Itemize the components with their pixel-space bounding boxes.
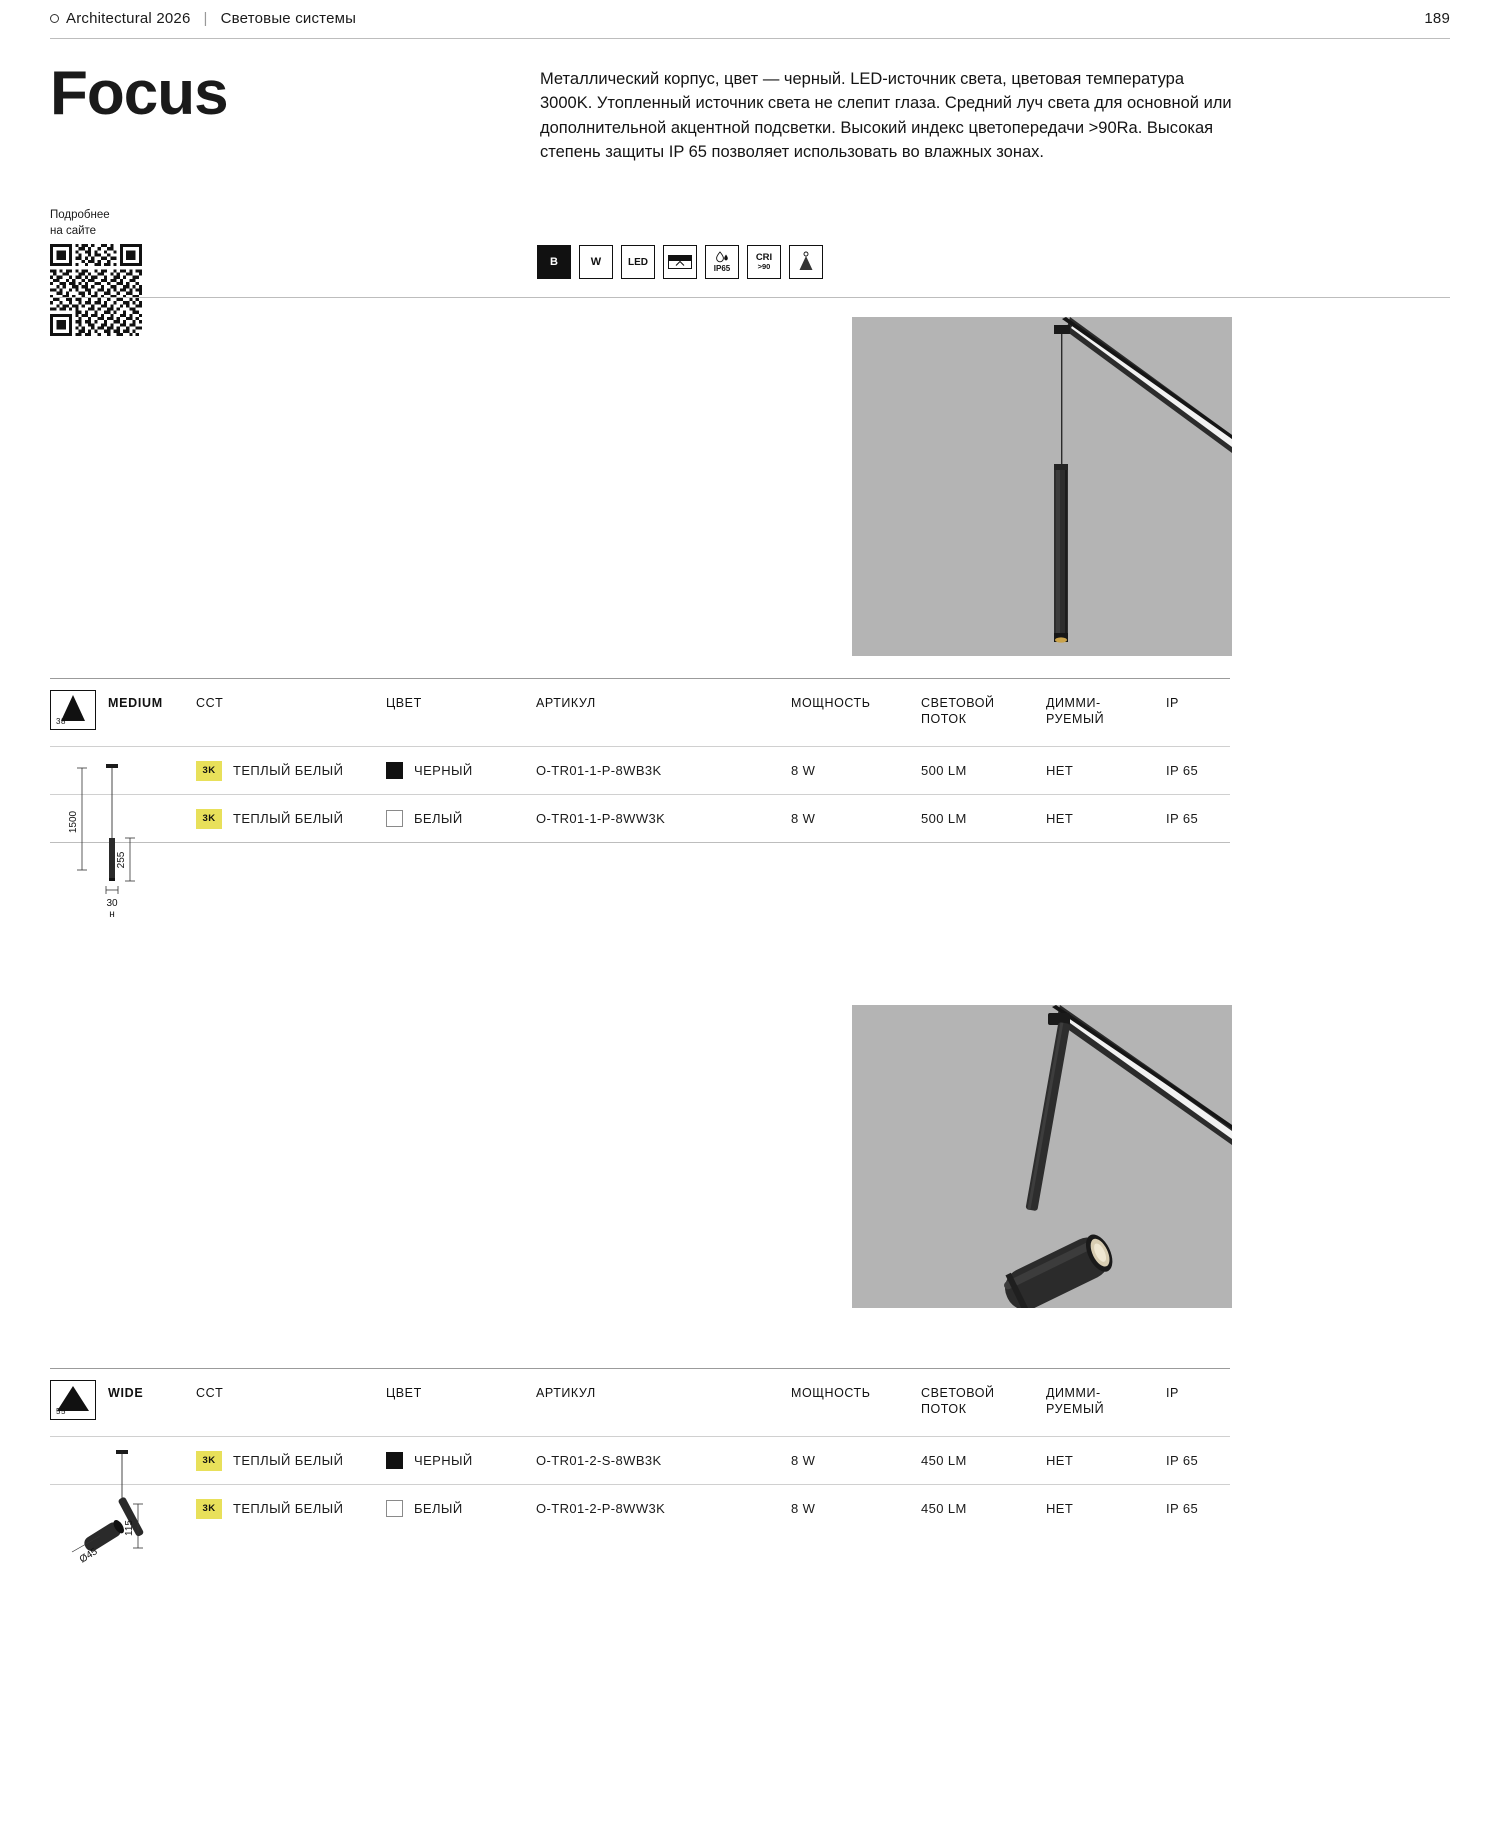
badge-cri	[747, 245, 781, 279]
col-header-power: МОЩНОСТЬ	[791, 1386, 871, 1400]
col-header-power: МОЩНОСТЬ	[791, 696, 871, 710]
table-medium	[50, 678, 1230, 843]
header-divider	[50, 38, 1450, 39]
cct-label: ТЕПЛЫЙ БЕЛЫЙ	[233, 1501, 344, 1516]
col-header-flux-line1: СВЕТОВОЙ	[921, 696, 995, 710]
color-swatch-white	[386, 810, 403, 827]
cct-chip: 3K	[196, 761, 222, 781]
badge-cri-label: CRI	[755, 252, 773, 264]
badge-black	[537, 245, 571, 279]
col-header-color: ЦВЕТ	[386, 696, 422, 710]
col-header-flux	[921, 696, 1046, 727]
dim-diameter: 30	[106, 898, 118, 909]
color-swatch-black	[386, 1452, 403, 1469]
cell-power: 8 W	[791, 1453, 816, 1468]
product-photo-spot	[852, 1005, 1232, 1308]
cct-label: ТЕПЛЫЙ БЕЛЫЙ	[233, 811, 344, 826]
dim-diameter: Ø45	[77, 1546, 100, 1566]
beam-angle-value: 55°	[56, 1407, 70, 1416]
badge-recessed-source-icon	[663, 245, 697, 279]
col-header-color: ЦВЕТ	[386, 1386, 422, 1400]
col-header-cct: CCT	[196, 696, 224, 710]
cct-chip: 3K	[196, 1499, 222, 1519]
col-header-flux-line2: ПОТОК	[921, 711, 967, 726]
page-number: 189	[1424, 10, 1450, 27]
catalog-name: Architectural 2026	[66, 10, 191, 27]
cell-flux: 450 LM	[921, 1501, 967, 1516]
cct-chip: 3K	[196, 1451, 222, 1471]
cell-ip: IP 65	[1166, 763, 1199, 778]
cell-cct	[196, 809, 386, 829]
section-name: Световые системы	[220, 10, 357, 27]
cell-power: 8 W	[791, 811, 816, 826]
color-label: ЧЕРНЫЙ	[414, 1453, 473, 1468]
table-row	[50, 794, 1230, 842]
table-header-row	[50, 679, 1230, 746]
spec-badges	[537, 245, 823, 279]
col-header-dimmable-line2: РУЕМЫЙ	[1046, 1401, 1105, 1416]
beam-angle-value: 38°	[56, 717, 70, 726]
beam-name: WIDE	[108, 1386, 144, 1400]
badges-divider	[50, 297, 1450, 298]
cell-power: 8 W	[791, 1501, 816, 1516]
color-label: ЧЕРНЫЙ	[414, 763, 473, 778]
title-section	[50, 55, 1450, 164]
beam-name: MEDIUM	[108, 696, 163, 710]
cell-flux: 450 LM	[921, 1453, 967, 1468]
breadcrumb	[50, 10, 356, 27]
col-header-flux	[921, 1386, 1046, 1417]
page-header	[50, 0, 1450, 27]
badge-white-label: W	[590, 256, 602, 268]
color-swatch-white	[386, 1500, 403, 1517]
col-header-dimmable-line2: РУЕМЫЙ	[1046, 711, 1105, 726]
cell-color	[386, 762, 536, 779]
badge-black-label: B	[550, 256, 558, 268]
beam-angle-badge	[50, 690, 96, 730]
qr-caption-line2: на сайте	[50, 225, 97, 238]
col-header-flux-line1: СВЕТОВОЙ	[921, 1386, 995, 1400]
dimension-drawing-medium	[60, 760, 220, 930]
col-header-flux-line2: ПОТОК	[921, 1401, 967, 1416]
breadcrumb-separator: |	[203, 10, 208, 27]
cell-article: O-TR01-2-P-8WW3K	[536, 1501, 666, 1516]
dim-height: 1500	[68, 810, 79, 834]
color-swatch-black	[386, 762, 403, 779]
cell-cct	[196, 761, 386, 781]
product-photo-pendant	[852, 317, 1232, 656]
cell-ip: IP 65	[1166, 1453, 1199, 1468]
cell-ip: IP 65	[1166, 811, 1199, 826]
col-header-dimmable	[1046, 696, 1166, 727]
col-header-ip: IP	[1166, 1386, 1179, 1400]
badge-ip65-label: IP65	[713, 264, 731, 273]
water-drop-icon	[715, 251, 729, 264]
dim-body: 255	[116, 851, 127, 869]
product-description: Металлический корпус, цвет — черный. LED-источник света, цветовая температура 3000K. Утопленный источник света не слепит глаза. Средний луч света для основной или дополнительной акцентной подсветки. Высокий индекс цветопередачи >90Ra. Высокая степень защиты IP 65 позволяет использовать во влажных зонах.	[540, 70, 1232, 161]
dim-body: 115	[124, 1520, 135, 1536]
cell-color	[386, 1500, 536, 1517]
cct-chip: 3K	[196, 809, 222, 829]
col-header-cct: CCT	[196, 1386, 224, 1400]
col-header-article: АРТИКУЛ	[536, 1386, 596, 1400]
badge-led-label: LED	[628, 256, 648, 268]
cell-flux: 500 LM	[921, 763, 967, 778]
col-header-dimmable	[1046, 1386, 1166, 1417]
cct-label: ТЕПЛЫЙ БЕЛЫЙ	[233, 1453, 344, 1468]
beam-angle-badge	[50, 1380, 96, 1420]
cell-article: O-TR01-1-P-8WW3K	[536, 811, 666, 826]
bullet-icon	[50, 14, 59, 23]
color-label: БЕЛЫЙ	[414, 1501, 463, 1516]
cell-dimmable: НЕТ	[1046, 1501, 1074, 1516]
qr-block	[50, 208, 250, 336]
table-row	[50, 746, 1230, 794]
badge-white	[579, 245, 613, 279]
cell-power: 8 W	[791, 763, 816, 778]
title-column	[50, 55, 540, 164]
badge-led	[621, 245, 655, 279]
badge-beam-icon	[789, 245, 823, 279]
badge-cri-sub: >90	[757, 262, 771, 272]
page-title: Focus	[50, 59, 228, 128]
cell-dimmable: НЕТ	[1046, 763, 1074, 778]
cell-dimmable: НЕТ	[1046, 1453, 1074, 1468]
cell-flux: 500 LM	[921, 811, 967, 826]
cell-article: O-TR01-1-P-8WB3K	[536, 763, 662, 778]
cct-label: ТЕПЛЫЙ БЕЛЫЙ	[233, 763, 344, 778]
cell-dimmable: НЕТ	[1046, 811, 1074, 826]
col-header-article: АРТИКУЛ	[536, 696, 596, 710]
dim-diameter-sub: н	[109, 909, 115, 920]
table-bottom-rule	[50, 842, 1230, 843]
color-label: БЕЛЫЙ	[414, 811, 463, 826]
beam-angle-icon-cell	[50, 1386, 108, 1420]
qr-code[interactable]	[50, 244, 142, 336]
col-header-ip: IP	[1166, 696, 1179, 710]
qr-caption-line1: Подробнее	[50, 209, 110, 221]
badge-ip65	[705, 245, 739, 279]
table-header-row	[50, 1369, 1230, 1436]
cell-article: O-TR01-2-S-8WB3K	[536, 1453, 662, 1468]
col-header-dimmable-line1: ДИММИ-	[1046, 1386, 1101, 1400]
beam-angle-icon-cell	[50, 696, 108, 730]
col-header-dimmable-line1: ДИММИ-	[1046, 696, 1101, 710]
dimension-drawing-wide	[60, 1448, 230, 1578]
cell-ip: IP 65	[1166, 1501, 1199, 1516]
cell-color	[386, 810, 536, 827]
cell-color	[386, 1452, 536, 1469]
